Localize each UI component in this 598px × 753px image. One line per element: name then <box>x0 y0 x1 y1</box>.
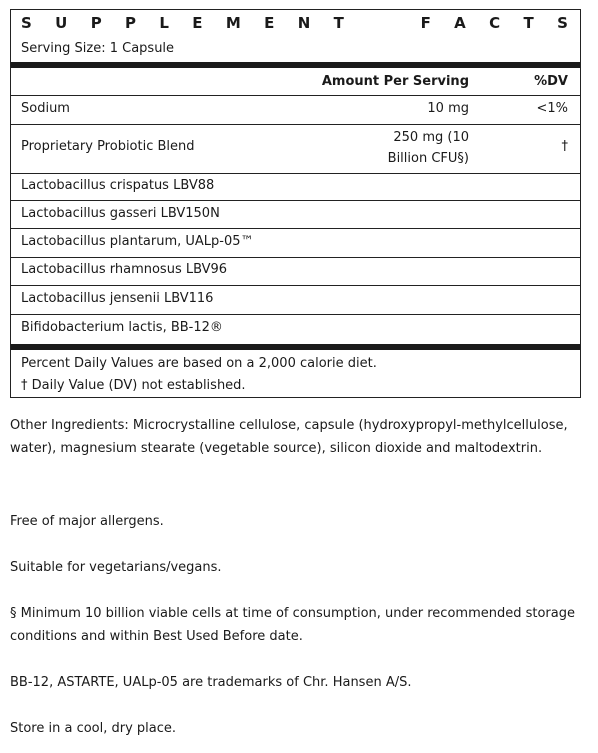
header-dv: %DV <box>534 74 568 89</box>
nutrient-dv: † <box>561 139 568 154</box>
title-gap <box>367 14 397 36</box>
strain-item: Lactobacillus jensenii LBV116 <box>21 291 214 306</box>
panel-title <box>11 14 580 36</box>
title-letter: U <box>55 14 68 32</box>
dv-footnote: Percent Daily Values are based on a 2,000 calorie diet. <box>21 356 377 371</box>
divider <box>11 257 580 258</box>
thick-divider <box>11 344 580 350</box>
title-letter: S <box>557 14 568 32</box>
title-letter: E <box>192 14 203 32</box>
nutrient-name: Sodium <box>21 101 70 116</box>
nutrient-name: Proprietary Probiotic Blend <box>21 139 195 154</box>
title-letter: M <box>225 14 241 32</box>
divider <box>11 200 580 201</box>
title-letter: T <box>523 14 534 32</box>
title-letter: F <box>420 14 431 32</box>
divider <box>11 314 580 315</box>
other-ingredients: Other Ingredients: Microcrystalline cellulose, capsule (hydroxypropyl-methylcellulose, water), magnesium stearate (vegetable source), silicon dioxide and maltodextrin. <box>10 418 568 456</box>
strain-item: Lactobacillus crispatus LBV88 <box>21 178 215 193</box>
strain-item: Bifidobacterium lactis, BB-12® <box>21 320 223 335</box>
amount-line: Billion CFU§) <box>387 151 469 166</box>
nutrient-amount <box>388 127 469 169</box>
diet-note: Suitable for vegetarians/vegans. <box>10 560 222 575</box>
title-letter: L <box>159 14 169 32</box>
amount-line: 250 mg (10 <box>393 130 469 145</box>
title-letter: N <box>297 14 311 32</box>
nutrient-dv: <1% <box>536 101 568 116</box>
trademark-note: BB-12, ASTARTE, UALp-05 are trademarks of Chr. Hansen A/S. <box>10 675 412 690</box>
divider <box>11 228 580 229</box>
title-letter: P <box>90 14 102 32</box>
strain-item: Lactobacillus gasseri LBV150N <box>21 206 220 221</box>
serving-size: Serving Size: 1 Capsule <box>21 41 175 56</box>
storage-note: Store in a cool, dry place. <box>10 721 177 736</box>
divider <box>11 173 580 174</box>
divider <box>11 95 580 96</box>
dagger-footnote: † Daily Value (DV) not established. <box>21 378 246 393</box>
cfu-note: § Minimum 10 billion viable cells at time of consumption, under recommended storage conditions and within Best Used Before date. <box>10 606 575 644</box>
strain-item: Lactobacillus plantarum, UALp-05™ <box>21 234 254 249</box>
supplement-facts-panel <box>10 9 581 398</box>
title-letter: A <box>454 14 466 32</box>
allergen-note: Free of major allergens. <box>10 514 164 529</box>
divider <box>11 124 580 125</box>
title-letter: T <box>333 14 344 32</box>
divider <box>11 285 580 286</box>
header-amount: Amount Per Serving <box>321 74 469 89</box>
title-letter: E <box>264 14 275 32</box>
title-letter: C <box>489 14 501 32</box>
strain-item: Lactobacillus rhamnosus LBV96 <box>21 262 228 277</box>
nutrient-amount: 10 mg <box>427 101 469 116</box>
title-letter: S <box>21 14 32 32</box>
thick-divider <box>11 62 580 68</box>
title-letter: P <box>125 14 137 32</box>
